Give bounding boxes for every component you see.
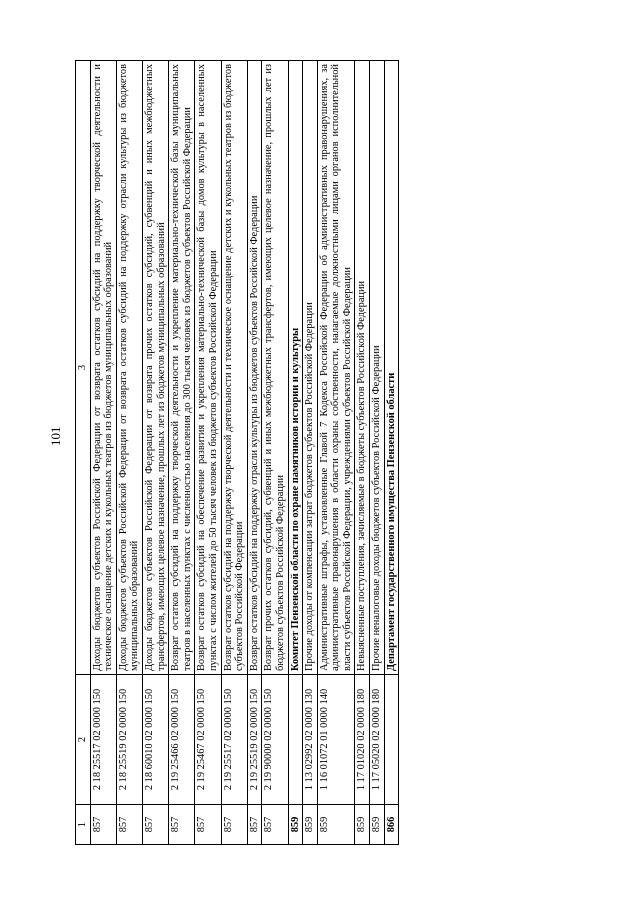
cell-revenue-code: [288, 675, 303, 805]
table-row: [370, 61, 385, 845]
table-header-row: [76, 61, 91, 845]
cell-revenue-name: Возврат остатков субсидий на обеспечение развития и укрепления материально-технической базы домов культуры в населенных пунктах с числом жителей до 50 тысяч человек из бюджетов субъектов Российской Федерации: [195, 61, 221, 675]
cell-admin-code: 857: [90, 805, 116, 845]
cell-admin-code: 859: [370, 805, 385, 845]
table-row: [169, 61, 195, 845]
cell-revenue-name: Прочие доходы от компенсации затрат бюджетов субъектов Российской Федерации: [303, 61, 318, 675]
cell-revenue-name: Департамент государственного имущества Пензенской области: [384, 61, 399, 675]
cell-revenue-name: Возврат остатков субсидий на поддержку творческой деятельности и укрепление материально-технической базы муниципальных театров в населенных пунктах с численностью населения до 300 тысяч человек из бюджетов субъектов Российской Федерации: [169, 61, 195, 675]
cell-revenue-code: 2 19 25466 02 0000 150: [169, 675, 195, 805]
table-row: [262, 61, 288, 845]
table-row: [288, 61, 303, 845]
cell-revenue-code: 2 19 90000 02 0000 150: [262, 675, 288, 805]
cell-revenue-code: 2 18 25517 02 0000 150: [90, 675, 116, 805]
header-col-3: 3: [76, 61, 91, 675]
table-row: [90, 61, 116, 845]
cell-revenue-code: 1 16 01072 01 0000 140: [317, 675, 355, 805]
cell-admin-code: 859: [288, 805, 303, 845]
table-row: [247, 61, 262, 845]
cell-revenue-name: Комитет Пензенской области по охране памятников истории и культуры: [288, 61, 303, 675]
cell-admin-code: 857: [247, 805, 262, 845]
revenue-code-table: [75, 60, 399, 845]
table-row: [142, 61, 168, 845]
cell-revenue-name: Возврат прочих остатков субсидий, субвенций и иных межбюджетных трансфертов, имеющих целевое назначение, прошлых лет из бюджетов субъектов Российской Федерации: [262, 61, 288, 675]
cell-revenue-code: 1 13 02992 02 0000 130: [303, 675, 318, 805]
cell-revenue-code: 2 19 25517 02 0000 150: [221, 675, 247, 805]
cell-revenue-code: [384, 675, 399, 805]
table-row: [384, 61, 399, 845]
cell-revenue-name: Возврат остатков субсидий на поддержку отрасли культуры из бюджетов субъектов Российской Федерации: [247, 61, 262, 675]
cell-revenue-name: Доходы бюджетов субъектов Российской Федерации от возврата прочих остатков субсидий, субвенций и иных межбюджетных трансфертов, имеющих целевое назначение, прошлых лет из бюджетов муниципальных образований: [142, 61, 168, 675]
table-row: [317, 61, 355, 845]
cell-admin-code: 857: [221, 805, 247, 845]
page-number: 101: [48, 426, 63, 446]
table-row: [116, 61, 142, 845]
cell-revenue-code: 1 17 01020 02 0000 180: [355, 675, 370, 805]
cell-revenue-name: Доходы бюджетов субъектов Российской Федерации от возврата остатков субсидий на поддержку творческой деятельности и техническое оснащение детских и кукольных театров из бюджетов муниципальных образований: [90, 61, 116, 675]
cell-admin-code: 859: [355, 805, 370, 845]
cell-admin-code: 866: [384, 805, 399, 845]
cell-revenue-name: Прочие неналоговые доходы бюджетов субъектов Российской Федерации: [370, 61, 385, 675]
cell-revenue-code: 2 19 25519 02 0000 150: [247, 675, 262, 805]
header-col-2: 2: [76, 675, 91, 805]
table-row: [355, 61, 370, 845]
table-row: [221, 61, 247, 845]
cell-revenue-code: 2 19 25467 02 0000 150: [195, 675, 221, 805]
table-row: [195, 61, 221, 845]
cell-revenue-name: Доходы бюджетов субъектов Российской Федерации от возврата остатков субсидий на поддержку отрасли культуры из бюджетов муниципальных образований: [116, 61, 142, 675]
cell-revenue-code: 2 18 25519 02 0000 150: [116, 675, 142, 805]
cell-revenue-code: 1 17 05020 02 0000 180: [370, 675, 385, 805]
cell-revenue-name: Административные штрафы, установленные Главой 7 Кодекса Российской Федерации об административных правонарушениях, за административные правонарушения в области охраны собственности, налагаемые должностными лицами органов исполнительной власти субъектов Российской Федерации, учреждениями субъектов Российской Федерации: [317, 61, 355, 675]
cell-revenue-name: Возврат остатков субсидий на поддержку творческой деятельности и техническое оснащение детских и кукольных театров из бюджетов субъектов Российской Федерации: [221, 61, 247, 675]
cell-admin-code: 859: [303, 805, 318, 845]
cell-admin-code: 857: [169, 805, 195, 845]
cell-revenue-code: 2 18 60010 02 0000 150: [142, 675, 168, 805]
cell-admin-code: 859: [317, 805, 355, 845]
cell-admin-code: 857: [142, 805, 168, 845]
cell-admin-code: 857: [116, 805, 142, 845]
cell-admin-code: 857: [262, 805, 288, 845]
revenue-code-table-container: [75, 60, 585, 845]
cell-admin-code: 857: [195, 805, 221, 845]
cell-revenue-name: Невыясненные поступления, зачисляемые в бюджеты субъектов Российской Федерации: [355, 61, 370, 675]
table-row: [303, 61, 318, 845]
header-col-1: 1: [76, 805, 91, 845]
